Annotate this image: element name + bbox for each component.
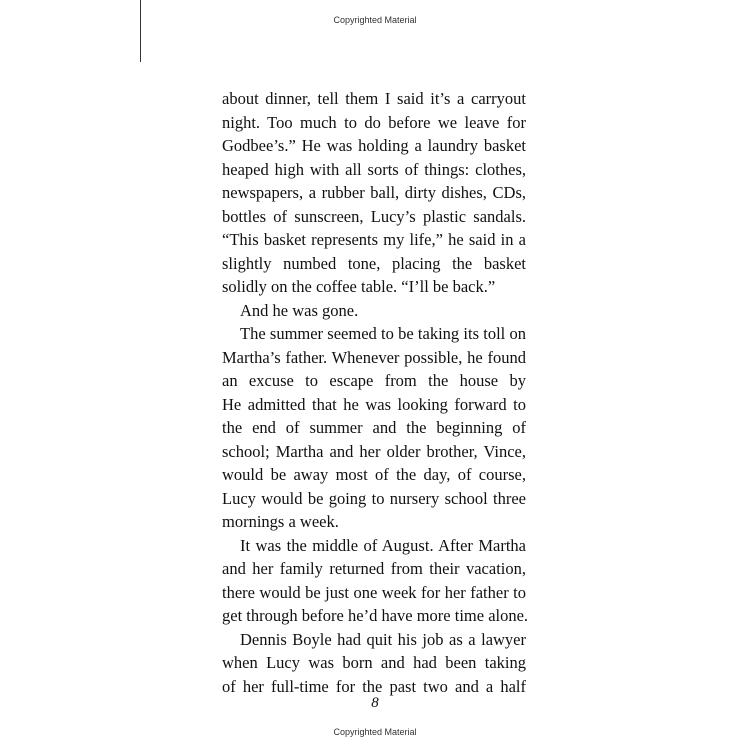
text-line: heaped high with all sorts of things: clothes, bbox=[222, 159, 526, 179]
text-line: get through before he’d have more time alone. bbox=[222, 606, 529, 625]
text-line: mornings a week. bbox=[222, 512, 339, 531]
text-line: there would be just one week for her father to bbox=[222, 582, 526, 602]
text-line: And he was gone. bbox=[240, 300, 359, 320]
copyright-footer: Copyrighted Material bbox=[333, 727, 417, 737]
text-line: slightly numbed tone, placing the basket bbox=[222, 253, 526, 273]
text-line: The summer seemed to be taking its toll on bbox=[240, 324, 526, 343]
text-line: of her full-time for the past two and a half bbox=[222, 676, 526, 696]
page-number: 8 bbox=[371, 695, 379, 711]
text-line: Lucy would be going to nursery school three bbox=[222, 488, 526, 508]
text-line: would be away most of the day, of course, bbox=[222, 465, 526, 484]
text-line: Godbee’s.” He was holding a laundry basket bbox=[222, 136, 526, 155]
text-line: He admitted that he was looking forward to bbox=[222, 394, 526, 414]
text-line: bottles of sunscreen, Lucy’s plastic sandals. bbox=[222, 206, 526, 226]
text-line: Dennis Boyle had quit his job as a lawyer bbox=[240, 629, 526, 649]
copyright-header: Copyrighted Material bbox=[333, 15, 417, 25]
text-line: when Lucy was born and had been taking bbox=[222, 653, 526, 672]
text-line: “This basket represents my life,” he said in a bbox=[222, 230, 526, 249]
body-text bbox=[222, 87, 529, 698]
text-line: night. Too much to do before we leave for bbox=[222, 112, 526, 132]
text-line: about dinner, tell them I said it’s a carryout bbox=[222, 89, 526, 108]
text-line: solidly on the coffee table. “I’ll be back.” bbox=[222, 277, 496, 296]
text-line: the end of summer and the beginning of bbox=[222, 418, 526, 437]
text-line: and her family returned from their vacation, bbox=[222, 559, 526, 578]
text-line: newspapers, a rubber ball, dirty dishes, CDs, bbox=[222, 183, 526, 202]
text-line: an excuse to escape from the house by bbox=[222, 371, 526, 390]
text-line: school; Martha and her older brother, Vince, bbox=[222, 441, 526, 461]
text-line: It was the middle of August. After Martha bbox=[240, 535, 526, 555]
page-edge-line bbox=[140, 0, 141, 62]
text-line: Martha’s father. Whenever possible, he found bbox=[222, 347, 526, 367]
